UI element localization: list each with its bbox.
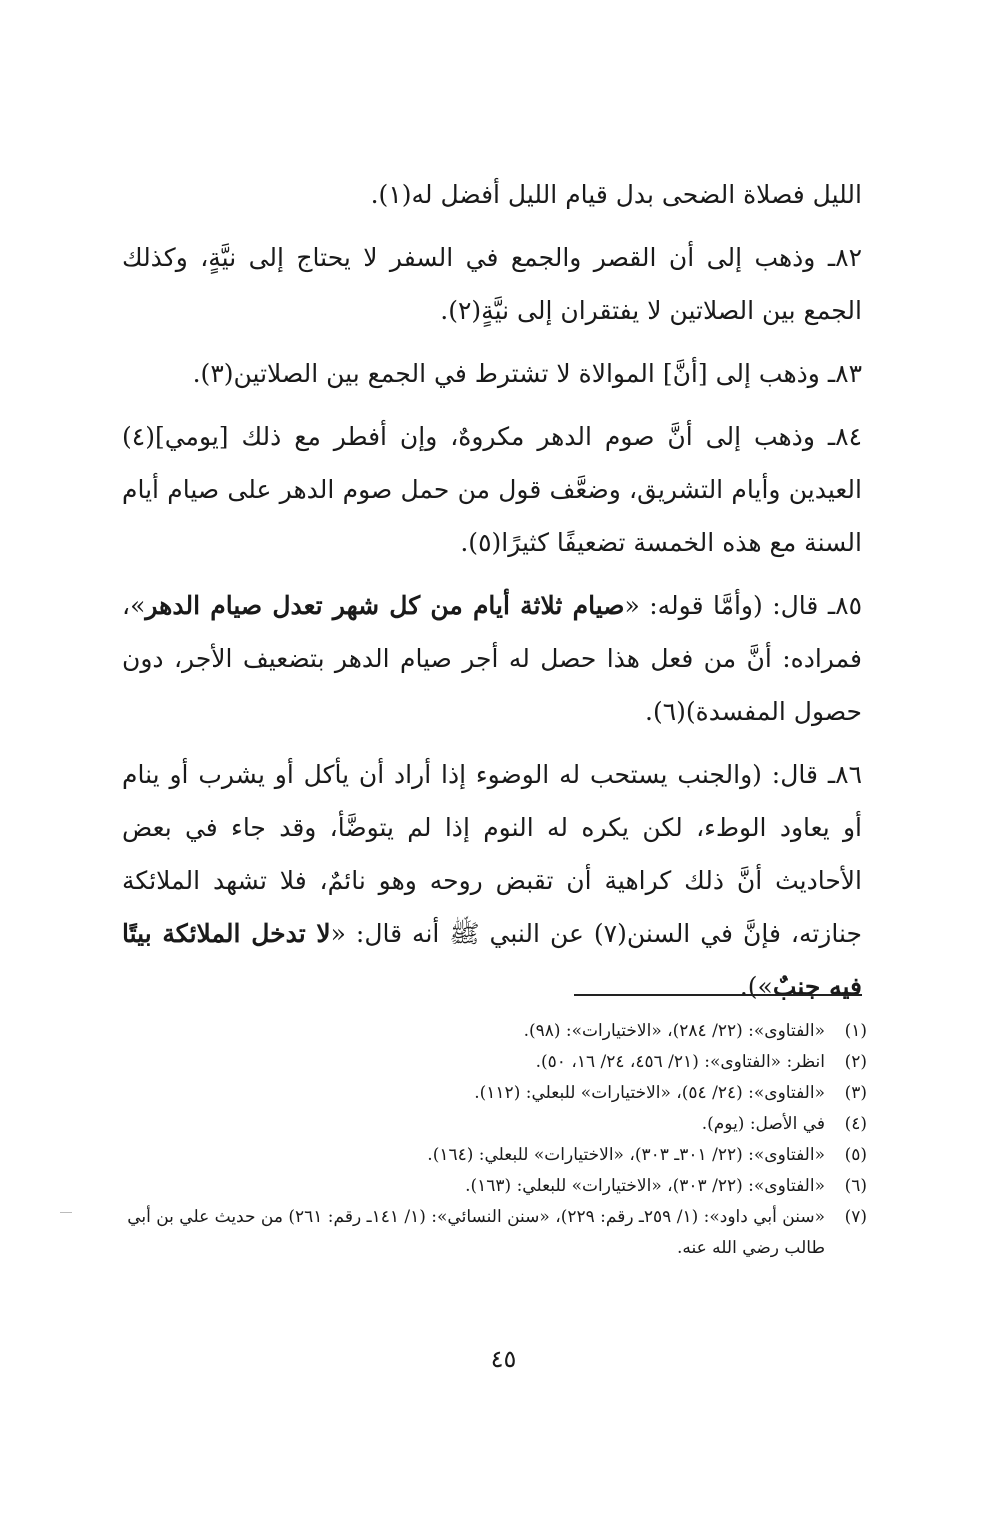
footnote [107,1202,867,1264]
paragraph-number: ٨٤ـ [827,422,862,451]
paragraph-text-cont: »). [739,972,773,1001]
footnote [107,1047,867,1078]
footnote-number: (٥) [844,1145,867,1165]
footnote [107,1171,867,1202]
margin-mark [60,1212,72,1213]
footnote-text: «الفتاوى»: (٢٢/ ٣٠١ـ ٣٠٣)، «الاختيارات» للبعلي: (١٦٤). [427,1145,825,1165]
hadith-quote: صيام ثلاثة أيام من كل شهر تعدل صيام الدهر [145,591,625,620]
paragraph-83 [122,347,862,400]
footnote-text: «سنن أبي داود»: (١/ ٢٥٩ـ رقم: ٢٢٩)، «سنن النسائي»: (١/ ١٤١ـ رقم: ٢٦١) من حديث علي بن أبي طالب رضي الله عنه. [127,1207,825,1258]
footnote-number: (٢) [844,1052,867,1072]
paragraph-text: وذهب إلى [أنَّ] الموالاة لا تشترط في الجمع بين الصلاتين(٣). [192,359,820,388]
footnote-text: انظر: «الفتاوى»: (٢١/ ٤٥٦، ٢٤/ ١٦، ٥٠). [535,1052,825,1072]
paragraph-text: وذهب إلى أن القصر والجمع في السفر لا يحتاج إلى نيَّةٍ، وكذلك الجمع بين الصلاتين لا يفتقران إلى نيَّةٍ(٢). [122,243,862,325]
paragraph-82 [122,231,862,337]
paragraph-text: الليل فصلاة الضحى بدل قيام الليل أفضل له(١). [370,180,862,209]
footnote-number: (٧) [844,1207,867,1227]
footnote-number: (٦) [844,1176,867,1196]
paragraph-text-cont: »، فمراده: أنَّ من فعل هذا حصل له أجر صيام الدهر بتضعيف الأجر، دون حصول المفسدة)(٦). [122,591,862,726]
paragraph-84 [122,410,862,569]
footnote [107,1140,867,1171]
paragraph-text: قال: (والجنب يستحب له الوضوء إذا أراد أن يأكل أو يشرب أو ينام أو يعاود الوطء، لكن يكره له النوم إذا لم يتوضَّأ، وقد جاء في بعض الأحاديث أنَّ ذلك كراهية أن تقبض روحه وهو نائمٌ، فلا تشهد الملائكة جنازته، فإنَّ في السنن(٧) عن النبي ﷺ أنه قال: « [122,760,862,948]
footnote [107,1078,867,1109]
paragraph-text: وذهب إلى أنَّ صوم الدهر مكروهٌ، وإن أفطر مع ذلك [يومي](٤) العيدين وأيام التشريق، وضعَّف قول من حمل صوم الدهر على صيام أيام السنة مع هذه الخمسة تضعيفًا كثيرًا(٥). [122,422,862,557]
footnote-text: «الفتاوى»: (٢٢/ ٢٨٤)، «الاختيارات»: (٩٨). [523,1021,825,1041]
footnote-number: (١) [844,1021,867,1041]
footnotes [107,1016,867,1264]
paragraph-number: ٨٥ـ [827,591,862,620]
paragraph-number: ٨٢ـ [827,243,862,272]
main-text [122,168,862,1023]
footnote-text: في الأصل: (يوم). [701,1114,825,1134]
paragraph-text: قال: (وأمَّا قوله: « [624,591,819,620]
page-number: ٤٥ [490,1345,517,1373]
paragraph-number: ٨٣ـ [827,359,862,388]
paragraph-85 [122,579,862,738]
paragraph-number: ٨٦ـ [827,760,862,789]
footnote-number: (٣) [844,1083,867,1103]
footnote-text: «الفتاوى»: (٢٤/ ٥٤)، «الاختيارات» للبعلي: (١١٢). [474,1083,825,1103]
paragraph-continuation [122,168,862,221]
paragraph-86 [122,748,862,1013]
footnote [107,1016,867,1047]
footnote-text: «الفتاوى»: (٢٢/ ٣٠٣)، «الاختيارات» للبعلي: (١٦٣). [465,1176,825,1196]
footnote-separator [574,994,862,996]
hadith-quote: لا تدخل الملائكة بيتًا فيه جنبٌ [122,919,862,1001]
footnote-number: (٤) [844,1114,867,1134]
footnote [107,1109,867,1140]
